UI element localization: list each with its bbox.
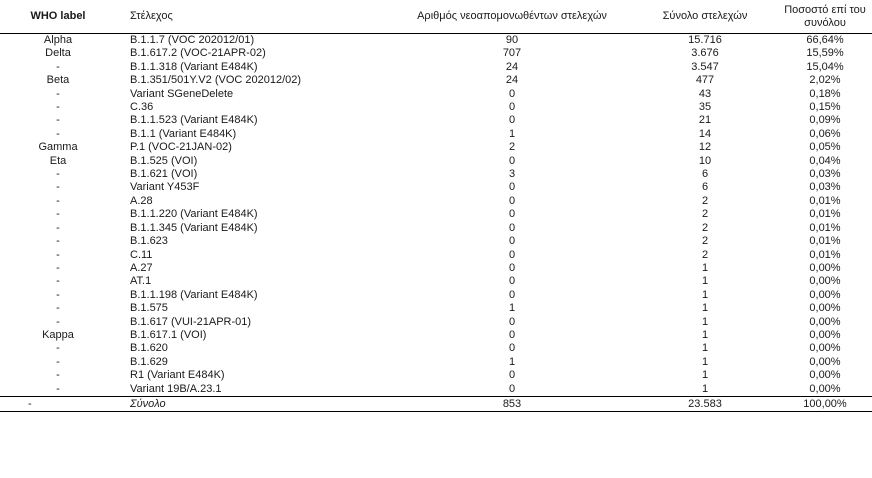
who-cell: - — [56, 248, 60, 261]
isolated-cell: 0 — [508, 221, 516, 234]
percent-cell: 0,01% — [809, 194, 841, 207]
who-cell: - — [56, 302, 60, 315]
isolated-cell: 0 — [508, 288, 516, 301]
total-cell: 14 — [698, 127, 712, 140]
total-cell: 1 — [701, 275, 709, 288]
header-who-label: WHO label — [0, 0, 116, 34]
total-cell: 1 — [701, 288, 709, 301]
who-cell: Delta — [45, 47, 71, 60]
isolated-cell: 0 — [508, 248, 516, 261]
strain-cell: B.1.621 (VOI) — [130, 168, 198, 181]
who-cell: Kappa — [42, 328, 74, 341]
table-row — [0, 316, 872, 329]
total-row — [0, 396, 872, 411]
isolated-cell: 0 — [508, 194, 516, 207]
total-cell: 1 — [701, 342, 709, 355]
total-who: - — [0, 396, 116, 411]
percent-cell: 0,01% — [809, 221, 841, 234]
percent-cell: 0,01% — [809, 208, 841, 221]
isolated-cell: 0 — [508, 181, 516, 194]
table-row — [0, 302, 872, 315]
isolated-cell: 0 — [508, 382, 516, 395]
strain-cell: B.1.617.1 (VOI) — [130, 328, 207, 341]
strain-cell: B.1.629 — [130, 355, 168, 368]
isolated-cell: 0 — [508, 328, 516, 341]
total-cell: 43 — [698, 87, 712, 100]
isolated-cell: 3 — [508, 168, 516, 181]
table-row — [0, 262, 872, 275]
table-row — [0, 235, 872, 248]
who-cell: - — [56, 382, 60, 395]
total-cell: 10 — [698, 154, 712, 167]
isolated-cell: 0 — [508, 275, 516, 288]
who-cell: - — [56, 355, 60, 368]
who-cell: - — [56, 342, 60, 355]
percent-cell: 0,00% — [809, 369, 841, 382]
who-cell: Alpha — [43, 34, 73, 46]
strain-cell: B.1.1.523 (Variant E484K) — [130, 114, 258, 127]
who-cell: Eta — [49, 154, 67, 167]
table-row — [0, 275, 872, 288]
who-cell: - — [56, 235, 60, 248]
table-row — [0, 61, 872, 74]
who-cell: - — [56, 114, 60, 127]
total-cell: 6 — [701, 168, 709, 181]
total-cell: 6 — [701, 181, 709, 194]
percent-cell: 0,00% — [809, 328, 841, 341]
isolated-cell: 0 — [508, 369, 516, 382]
table-row — [0, 369, 872, 382]
total-cell: 35 — [698, 101, 712, 114]
total-cell: 1 — [701, 261, 709, 274]
strain-cell: B.1.1.220 (Variant E484K) — [130, 208, 258, 221]
who-cell: - — [56, 275, 60, 288]
isolated-cell: 0 — [508, 154, 516, 167]
table-row — [0, 88, 872, 101]
strain-cell: C.11 — [130, 248, 153, 261]
strain-cell: P.1 (VOC-21JAN-02) — [130, 141, 232, 154]
strain-cell: A.28 — [130, 194, 153, 207]
percent-cell: 0,18% — [809, 87, 841, 100]
total-cell: 2 — [701, 248, 709, 261]
table-row — [0, 141, 872, 154]
header-percent: Ποσοστό επί του συνόλου — [778, 0, 872, 34]
total-percent: 100,00% — [778, 396, 872, 411]
who-cell: - — [56, 288, 60, 301]
isolated-cell: 0 — [508, 235, 516, 248]
isolated-cell: 1 — [508, 127, 516, 140]
strain-cell: Variant Y453F — [130, 181, 200, 194]
who-cell: - — [56, 101, 60, 114]
who-cell: - — [56, 221, 60, 234]
total-cell: 1 — [701, 315, 709, 328]
table-row — [0, 47, 872, 60]
isolated-cell: 90 — [505, 34, 519, 46]
total-cell: 21 — [698, 114, 712, 127]
isolated-cell: 24 — [505, 60, 519, 73]
header-total: Σύνολο στελεχών — [632, 0, 778, 34]
strain-cell: B.1.617 (VUI-21APR-01) — [130, 315, 252, 328]
total-cell: 1 — [701, 302, 709, 315]
total-cell: 3.676 — [691, 47, 719, 60]
percent-cell: 0,03% — [809, 168, 841, 181]
percent-cell: 0,00% — [809, 288, 841, 301]
percent-cell: 0,09% — [809, 114, 841, 127]
total-cell: 12 — [698, 141, 712, 154]
isolated-cell: 0 — [508, 315, 516, 328]
table-row — [0, 249, 872, 262]
table-header — [0, 0, 872, 34]
strain-cell: B.1.1 (Variant E484K) — [130, 127, 237, 140]
isolated-cell: 0 — [508, 87, 516, 100]
total-cell: 15.716 — [688, 34, 722, 46]
header-strain: Στέλεχος — [116, 0, 392, 34]
who-cell: - — [56, 208, 60, 221]
table-row — [0, 114, 872, 127]
strain-cell: B.1.1.345 (Variant E484K) — [130, 221, 258, 234]
percent-cell: 0,00% — [809, 261, 841, 274]
isolated-cell: 0 — [508, 342, 516, 355]
isolated-cell: 0 — [508, 261, 516, 274]
who-cell: - — [56, 369, 60, 382]
total-cell: 3.547 — [691, 60, 719, 73]
table-row — [0, 356, 872, 369]
percent-cell: 0,06% — [809, 127, 841, 140]
strain-cell: B.1.351/501Y.V2 (VOC 202012/02) — [130, 74, 302, 87]
strain-cell: C.36 — [130, 101, 154, 114]
who-cell: Beta — [46, 74, 70, 87]
isolated-cell: 2 — [508, 141, 516, 154]
strain-cell: Variant SGeneDelete — [130, 87, 234, 100]
percent-cell: 15,04% — [806, 60, 844, 73]
isolated-cell: 1 — [508, 355, 516, 368]
percent-cell: 0,05% — [809, 141, 841, 154]
table-row — [0, 128, 872, 141]
table-row — [0, 181, 872, 194]
percent-cell: 0,00% — [809, 382, 841, 395]
total-cell: 1 — [701, 328, 709, 341]
strain-cell: B.1.623 — [130, 235, 168, 248]
header-row — [0, 0, 872, 34]
who-cell: - — [56, 168, 60, 181]
table-row — [0, 329, 872, 342]
table-row — [0, 195, 872, 208]
who-cell: Gamma — [38, 141, 78, 154]
who-cell: - — [56, 194, 60, 207]
percent-cell: 0,00% — [809, 275, 841, 288]
total-cell: 1 — [701, 382, 709, 395]
table-row — [0, 101, 872, 114]
header-isolated: Αριθμός νεοαπομονωθέντων στελεχών — [392, 0, 632, 34]
strain-cell: B.1.575 — [130, 302, 168, 315]
percent-cell: 0,03% — [809, 181, 841, 194]
strain-cell: Variant 19B/A.23.1 — [130, 382, 222, 395]
percent-cell: 0,00% — [809, 302, 841, 315]
total-isolated: 853 — [392, 396, 632, 411]
table-row — [0, 289, 872, 302]
strain-cell: B.1.620 — [130, 342, 168, 355]
total-cell: 2 — [701, 221, 709, 234]
percent-cell: 0,15% — [809, 101, 841, 114]
total-cell: 1 — [701, 355, 709, 368]
percent-cell: 0,00% — [809, 355, 841, 368]
percent-cell: 0,01% — [809, 248, 841, 261]
who-cell: - — [56, 315, 60, 328]
strain-cell: AT.1 — [130, 275, 152, 288]
percent-cell: 0,00% — [809, 342, 841, 355]
total-cell: 477 — [695, 74, 715, 87]
isolated-cell: 1 — [508, 302, 516, 315]
total-strains: 23.583 — [632, 396, 778, 411]
isolated-cell: 0 — [508, 101, 516, 114]
table-row — [0, 155, 872, 168]
who-cell: - — [56, 60, 60, 73]
table-body — [0, 34, 872, 397]
table-row — [0, 208, 872, 221]
table-row — [0, 222, 872, 235]
table-row — [0, 168, 872, 181]
who-cell: - — [56, 181, 60, 194]
strain-cell: B.1.1.318 (Variant E484K) — [130, 60, 258, 73]
table-row — [0, 34, 872, 48]
percent-cell: 2,02% — [809, 74, 841, 87]
isolated-cell: 24 — [505, 74, 519, 87]
strain-cell: B.1.1.7 (VOC 202012/01) — [130, 34, 255, 46]
who-cell: - — [56, 261, 60, 274]
total-cell: 2 — [701, 208, 709, 221]
total-label: Σύνολο — [116, 396, 392, 411]
percent-cell: 66,64% — [806, 34, 844, 46]
percent-cell: 0,04% — [809, 154, 841, 167]
percent-cell: 0,00% — [809, 315, 841, 328]
isolated-cell: 0 — [508, 208, 516, 221]
strain-cell: B.1.525 (VOI) — [130, 154, 198, 167]
table-footer — [0, 396, 872, 411]
total-cell: 2 — [701, 235, 709, 248]
isolated-cell: 707 — [502, 47, 522, 60]
table-row — [0, 383, 872, 397]
total-cell: 1 — [701, 369, 709, 382]
total-cell: 2 — [701, 194, 709, 207]
strain-cell: A.27 — [130, 261, 153, 274]
strain-cell: R1 (Variant E484K) — [130, 369, 225, 382]
isolated-cell: 0 — [508, 114, 516, 127]
strain-cell: B.1.1.198 (Variant E484K) — [130, 288, 258, 301]
who-cell: - — [56, 87, 60, 100]
table-row — [0, 342, 872, 355]
percent-cell: 15,59% — [806, 47, 844, 60]
table-row — [0, 74, 872, 87]
percent-cell: 0,01% — [809, 235, 841, 248]
strain-cell: B.1.617.2 (VOC-21APR-02) — [130, 47, 266, 60]
who-cell: - — [56, 127, 60, 140]
